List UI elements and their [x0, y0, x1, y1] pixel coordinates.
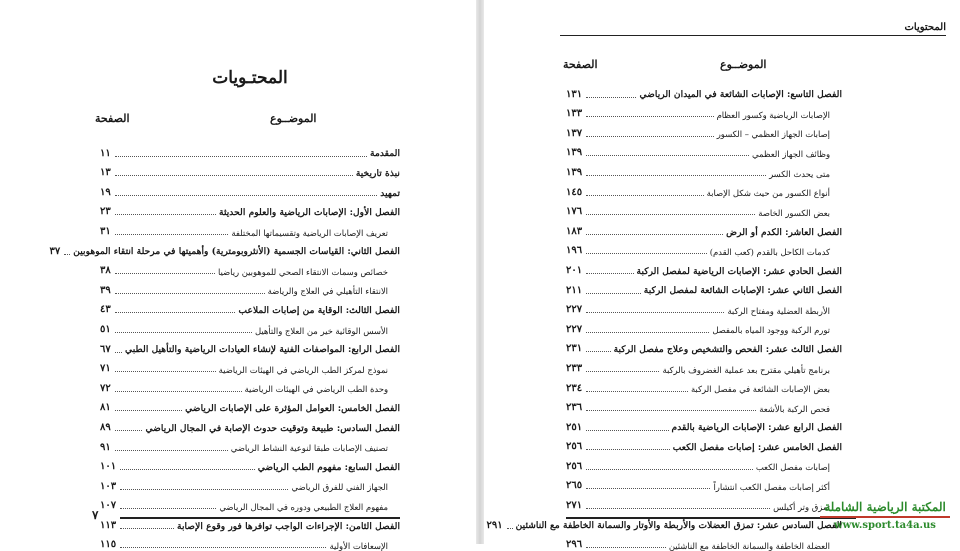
toc-entry [100, 453, 400, 473]
toc-entry-page: ١٣١ [566, 88, 583, 100]
toc-entry [100, 472, 400, 492]
toc-entry-label: نموذج لمركز الطب الرياضي في الهيئات الرياضية [218, 364, 388, 375]
toc-entry-label: العضلة الخاطفة والسمانة الخاطفة مع الناشئين [668, 540, 830, 551]
toc-entry-page: ٢٣٣ [566, 362, 583, 374]
toc-entry-label: كدمات الكاحل بالقدم (كعب القدم) [709, 246, 830, 257]
toc-entry-page: ٢٢٧ [566, 323, 583, 335]
toc-entry [566, 413, 842, 433]
toc-entry [566, 315, 842, 335]
toc-entry [566, 217, 842, 237]
toc-entry-page: ١٩ [100, 186, 111, 198]
toc-leader-dots [586, 449, 670, 450]
toc-leader-dots [115, 195, 378, 196]
toc-leader-dots [586, 214, 755, 215]
toc-entry-label: وظائف الجهاز العظمي [752, 148, 830, 159]
toc-entry-label: تمهيد [380, 187, 400, 199]
toc-entry [566, 276, 842, 296]
toc-entry [566, 100, 842, 120]
toc-entry [566, 335, 842, 355]
toc-entry [566, 158, 842, 178]
column-header-page-left: الصفحة [95, 112, 130, 125]
toc-entry-page: ٢٩١ [486, 519, 503, 531]
toc-leader-dots [115, 450, 228, 451]
toc-entry [566, 374, 842, 394]
toc-entry [566, 491, 842, 511]
toc-entry [100, 139, 400, 159]
toc-entry [100, 531, 400, 551]
toc-entry [100, 413, 400, 433]
toc-entry [566, 472, 842, 492]
toc-entry-page: ٥١ [100, 323, 111, 335]
toc-entry [49, 237, 400, 258]
toc-entry-page: ١١ [100, 147, 111, 159]
toc-entry-label: إصابات مفصل الكعب [755, 462, 830, 473]
watermark-url: www.sport.ta4a.us [834, 520, 936, 531]
toc-entry-page: ٢٩٦ [566, 539, 583, 551]
toc-entry-label: فحص الركبة بالأشعة [759, 403, 830, 414]
toc-entry-label: تعريف الإصابات الرياضية وتقسيماتها المختلفة [231, 227, 388, 238]
toc-entry-label: الفصل الثالث عشر: الفحص والتشخيص وعلاج مفصل الركبة [613, 344, 842, 356]
toc-leader-dots [115, 371, 216, 372]
toc-entry-page: ١٧٦ [566, 206, 583, 218]
toc-entry-page: ٧١ [100, 363, 111, 375]
toc-entry [566, 531, 842, 551]
toc-leader-dots [115, 391, 242, 392]
toc-entry-page: ١٣٣ [566, 108, 583, 120]
toc-leader-dots [586, 136, 714, 137]
toc-leader-dots [586, 175, 766, 176]
toc-entry [566, 80, 842, 100]
toc-leader-dots [115, 332, 252, 333]
toc-leader-dots [586, 332, 709, 333]
toc-leader-dots [115, 293, 265, 294]
toc-leader-dots [586, 508, 770, 509]
toc-leader-dots [586, 293, 641, 294]
toc-entry-label: الإصابات الرياضية وكسور العظام [716, 109, 830, 120]
toc-entry-page: ٢٣٤ [566, 382, 583, 394]
toc-leader-dots [586, 351, 610, 352]
toc-entry-label: الأسس الوقائية خير من العلاج والتأهيل [254, 325, 388, 336]
toc-leader-dots [586, 391, 688, 392]
toc-entry-page: ٢٥١ [566, 421, 583, 433]
toc-entry-page: ١٣٩ [566, 166, 583, 178]
toc-entry [566, 354, 842, 374]
toc-leader-dots [586, 97, 636, 98]
toc-entry-label: الفصل الثاني عشر: الإصابات الشائعة لمفصل الركبة [643, 285, 842, 297]
toc-list-left [49, 139, 400, 551]
toc-leader-dots [507, 528, 513, 529]
toc-entry-page: ٢١١ [566, 284, 583, 296]
toc-entry-label: تمزق وتر أكيلس [773, 501, 830, 512]
toc-entry-label: الأربطة العضلية ومفتاح الركبة [727, 305, 830, 316]
footer-rule-right [566, 517, 856, 519]
toc-entry-label: الفصل الخامس عشر: إصابات مفصل الكعب [672, 442, 842, 454]
toc-entry-label: تورم الركبة ووجود المياه بالمفصل [712, 325, 830, 336]
toc-leader-dots [586, 488, 710, 489]
toc-entry [566, 433, 842, 453]
toc-entry [100, 394, 400, 414]
running-head: المحتويات [560, 22, 946, 36]
toc-leader-dots [586, 273, 633, 274]
watermark-divider [820, 516, 950, 518]
toc-entry [566, 237, 842, 257]
toc-entry-label: أكثر إصابات مفصل الكعب انتشاراً [713, 482, 830, 493]
toc-leader-dots [120, 469, 255, 470]
toc-entry-label: بعض الإصابات الشائعة في مفصل الركبة [690, 384, 830, 395]
toc-leader-dots [115, 312, 236, 313]
toc-entry-label: الفصل الثاني: القياسات الجسمية (الأنثروبومترية) وأهميتها في مرحلة انتقاء الموهوبين [73, 246, 400, 258]
toc-leader-dots [115, 156, 367, 157]
toc-leader-dots [586, 253, 707, 254]
toc-entry-page: ٨١ [100, 402, 111, 414]
toc-entry-page: ٢٥٦ [566, 441, 583, 453]
toc-entry-page: ٦٧ [100, 343, 111, 355]
toc-entry-label: المقدمة [370, 148, 400, 160]
toc-entry-page: ٢٣٦ [566, 402, 583, 414]
toc-entry-page: ٣٩ [100, 284, 111, 296]
toc-entry [100, 355, 400, 375]
toc-leader-dots [115, 430, 143, 431]
toc-entry [100, 315, 400, 335]
toc-entry-label: الإسعافات الأولية [329, 541, 388, 551]
page-number: ٧ [92, 508, 99, 522]
toc-leader-dots [120, 547, 326, 548]
toc-entry-page: ١١٣ [100, 519, 117, 531]
toc-entry [100, 492, 400, 512]
toc-leader-dots [115, 214, 216, 215]
toc-entry-label: أنواع الكسور من حيث شكل الإصابة [706, 188, 830, 199]
toc-entry-page: ٨٩ [100, 421, 111, 433]
footer-rule-left [120, 517, 400, 519]
toc-leader-dots [586, 234, 723, 235]
toc-entry-label: وحدة الطب الرياضي في الهيئات الرياضية [244, 384, 388, 395]
toc-entry-page: ١٣٧ [566, 127, 583, 139]
toc-entry-label: الفصل الرابع: المواصفات الفنية لإنشاء العيادات الرياضية والتأهيل الطبي [125, 344, 400, 356]
toc-leader-dots [586, 469, 753, 470]
toc-entry [100, 296, 400, 316]
toc-leader-dots [586, 547, 666, 548]
toc-leader-dots [586, 371, 659, 372]
toc-entry-label: الفصل الأول: الإصابات الرياضية والعلوم الحديثة [219, 207, 400, 219]
toc-entry-page: ١٤٥ [566, 186, 583, 198]
toc-leader-dots [586, 430, 668, 431]
toc-entry [100, 374, 400, 394]
toc-entry-page: ١٠٧ [100, 500, 117, 512]
toc-entry [566, 296, 842, 316]
toc-entry-label: الفصل التاسع: الإصابات الشائعة في الميدان الرياضي [639, 89, 842, 101]
toc-entry-page: ١٨٣ [566, 225, 583, 237]
toc-entry-page: ٣١ [100, 225, 111, 237]
toc-entry-label: نبذة تاريخية [355, 167, 400, 179]
toc-leader-dots [120, 508, 216, 509]
toc-entry-page: ٢٦٥ [566, 480, 583, 492]
toc-entry [100, 178, 400, 198]
toc-entry-label: إصابات الجهاز العظمي – الكسور [716, 129, 830, 140]
toc-entry-page: ١٣ [100, 167, 111, 179]
toc-entry-label: الفصل الرابع عشر: الإصابات الرياضية بالقدم [671, 422, 842, 434]
toc-leader-dots [115, 410, 182, 411]
toc-entry-label: الفصل الخامس: العوامل المؤثرة على الإصابات الرياضي [185, 403, 400, 415]
toc-entry [566, 178, 842, 198]
book-gutter [476, 0, 484, 544]
toc-entry [566, 256, 842, 276]
toc-leader-dots [115, 175, 353, 176]
toc-leader-dots [586, 116, 713, 117]
toc-entry-label: الفصل العاشر: الكدم أو الرض [726, 226, 842, 238]
toc-entry-page: ٢٧١ [566, 500, 583, 512]
toc-entry [100, 511, 400, 531]
toc-entry [566, 198, 842, 218]
watermark-logo [820, 500, 950, 531]
toc-entry-page: ٢٠١ [566, 264, 583, 276]
toc-leader-dots [120, 528, 174, 529]
toc-leader-dots [115, 273, 215, 274]
toc-entry-label: الفصل الثالث: الوقاية من إصابات الملاعب [238, 305, 400, 317]
toc-entry [566, 394, 842, 414]
toc-entry-label: الفصل السادس عشر: تمزق العضلات والأربطة والأوتار والسمانة الخاطفة مع الناشئين [515, 520, 842, 532]
toc-entry [566, 119, 842, 139]
toc-entry [100, 198, 400, 218]
toc-leader-dots [586, 155, 749, 156]
toc-leader-dots [586, 195, 704, 196]
toc-entry-page: ١٠١ [100, 461, 117, 473]
toc-entry-label: الفصل الحادي عشر: الإصابات الرياضية لمفصل الركبة [636, 265, 842, 277]
toc-entry-label: الفصل السادس: طبيعة وتوقيت حدوث الإصابة في المجال الرياضي [145, 422, 400, 434]
toc-entry-label: مفهوم العلاج الطبيعي ودوره في المجال الرياضي [219, 501, 388, 512]
toc-entry-page: ٢٣ [100, 206, 111, 218]
toc-leader-dots [120, 489, 288, 490]
column-header-topic-right: الموضــوع [720, 58, 767, 71]
toc-leader-dots [586, 312, 724, 313]
toc-entry [100, 433, 400, 453]
toc-entry-page: ٣٨ [100, 265, 111, 277]
toc-entry-label: الفصل الثامن: الإجراءات الواجب توافرها فور وقوع الإصابة [177, 520, 400, 532]
toc-entry-page: ٢٣١ [566, 343, 583, 355]
toc-entry [100, 257, 400, 277]
watermark-title: المكتبة الرياضية الشاملة [824, 500, 946, 514]
toc-entry-page: ٢٢٧ [566, 304, 583, 316]
toc-entry [100, 159, 400, 179]
toc-leader-dots [586, 410, 756, 411]
toc-entry-label: خصائص وسمات الانتقاء الصحي للموهوبين رياضيا [217, 266, 388, 277]
toc-entry [566, 452, 842, 472]
toc-entry-page: ١١٥ [100, 539, 117, 551]
toc-entry [100, 276, 400, 296]
column-header-page-right: الصفحة [563, 58, 598, 71]
toc-entry-label: برنامج تأهيلي مقترح بعد عملية الغضروف بالركبة [662, 364, 830, 375]
toc-entry-page: ١٩٦ [566, 245, 583, 257]
toc-entry-page: ٣٧ [49, 245, 61, 257]
toc-entry-label: بعض الكسور الخاصة [758, 207, 830, 218]
toc-entry-label: تصنيف الإصابات طبقا لنوعية النشاط الرياضي [230, 443, 388, 454]
toc-entry [566, 139, 842, 159]
page-title: المحتـويات [212, 68, 288, 88]
toc-entry-label: الفصل السابع: مفهوم الطب الرياضي [257, 461, 400, 473]
toc-leader-dots [115, 234, 229, 235]
toc-entry [486, 511, 842, 532]
toc-entry-label: الجهاز الفني للفرق الرياضي [291, 482, 388, 493]
toc-entry-page: ٩١ [100, 441, 111, 453]
toc-entry-page: ١٠٣ [100, 480, 117, 492]
toc-entry-page: ٢٥٦ [566, 460, 583, 472]
toc-entry-page: ٧٢ [100, 382, 111, 394]
toc-list-right [486, 80, 842, 551]
toc-entry-label: متى يحدث الكسر [769, 168, 830, 179]
toc-leader-dots [115, 352, 122, 353]
column-header-topic-left: الموضــوع [270, 112, 317, 125]
toc-entry [100, 335, 400, 355]
toc-entry-page: ١٣٩ [566, 147, 583, 159]
toc-leader-dots [64, 254, 70, 255]
toc-entry [100, 217, 400, 237]
toc-entry-page: ٤٣ [100, 304, 111, 316]
toc-entry-label: الانتقاء التأهيلي في العلاج والرياضة [267, 286, 388, 297]
